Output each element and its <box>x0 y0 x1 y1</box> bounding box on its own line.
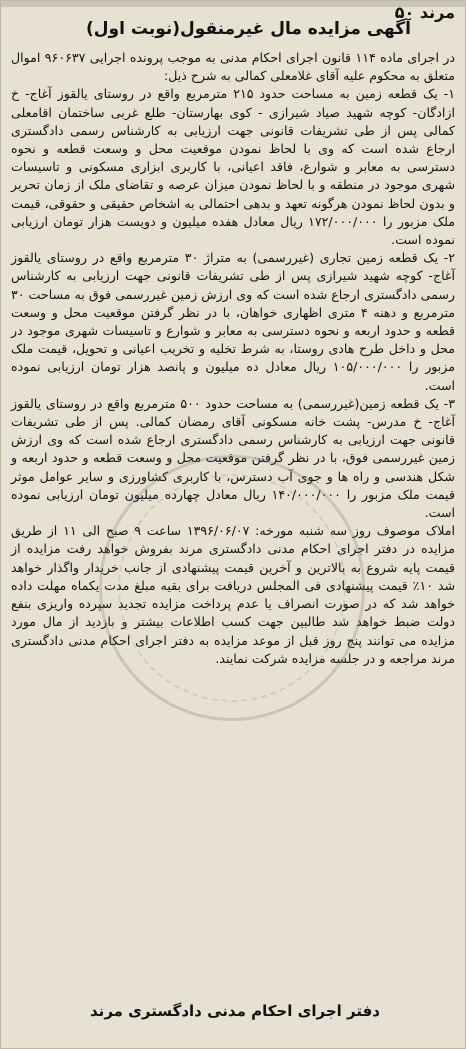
issuer-footer: دفتر اجرای احکام مدنی دادگستری مرند <box>90 1002 380 1020</box>
city-label: مرند ۵۰ <box>394 3 455 22</box>
paragraph-intro: در اجرای ماده ۱۱۴ قانون اجرای احکام مدنی به موجب پرونده اجرایی ۹۶۰۶۳۷ اموال متعلق به محکوم علیه آقای غلامعلی کمالی به شرح ذیل: <box>11 50 456 84</box>
notice-body <box>11 49 455 994</box>
notice-title: آگهی مزایده مال غیرمنقول(نوبت اول) <box>86 19 411 39</box>
paragraph-item-3: ۳- یک قطعه زمین(غیررسمی) به مساحت حدود ۵۰۰ مترمربع واقع در روستای یالقوز آغاج- خ مدرس- پشت خانه مسکونی آقای رمضان کمالی. پس از طی تشریفات قانونی جهت ارزیابی به کارشناس رسمی دادگستری ارجاع شده است که وی ارزش زمین غیررسمی فوق، با در نظر گرفتن موقعیت محل و وسعت قطعه و حدود اربعه و شکل هندسی و راه ها و جوی آب دسترس، با کاربری کشاورزی و سایر عوامل موثر قیمت ملک مزبور را ۱۴۰/۰۰۰/۰۰۰ ریال معادل چهارده میلیون تومان ارزیابی نموده است. <box>11 395 455 521</box>
paragraph-auction-details: املاک موصوف روز سه شنبه مورخه: ۱۳۹۶/۰۶/۰۷ ساعت ۹ صبح الی ۱۱ از طریق مزایده در دفتر اجرای احکام مدنی دادگستری مرند بفروش خواهد رفت مزایده از قیمت پایه شروع به بالاترین و آخرین قیمت پیشنهادی از جانب خریدار واگذار خواهد شد ۱۰٪ قیمت پیشنهادی فی المجلس دریافت برای بقیه مبلغ مدت یکماه مهلت داده خواهد شد که در صورت انصراف یا عدم پرداخت مزایده تجدید سپرده واریزی بنفع دولت ضبط خواهد شد طالبین جهت کسب اطلاعات بیشتر و بازدید از مال مورد مزایده می توانند پنج روز قبل از موعد مزایده به دفتر اجرای احکام مدنی دادگستری مرند مراجعه و در جلسه مزایده شرکت نمایند. <box>11 523 456 666</box>
notice-header <box>15 3 455 49</box>
paragraph-item-1: ۱- یک قطعه زمین به مساحت حدود ۲۱۵ مترمربع واقع در روستای یالقوز آغاج- خ ازادگان- کوچه شهید صیاد شیرازی - کوی بهارستان- طلع غربی ساختمان اقامعلی کمالی پس از طی تشریفات قانونی جهت ارزیابی به کارشناس رسمی دادگستری ارجاع شده است که وی با لحاظ نمودن موقعیت محل و وسعت قطعه و نحوه دسترسی به معابر و شوارع، فاقد اعیانی، با کاربری ابزاری مسکونی و تاسیسات شهری موجود در منطقه و با لحاظ نمودن میزان عرصه و تقاضای ملک از زمان تحریر و بدون لحاظ نمودن هرگونه تعهد و بدهی احتمالی به اشخاص حقیقی و حقوقی، قیمت ملک مزبور را ۱۷۲/۰۰۰/۰۰۰ ریال معادل هفده میلیون و دویست هزار تومان ارزیابی نموده است. <box>11 86 455 248</box>
paragraph-item-2: ۲- یک قطعه زمین تجاری (غیررسمی) به متراژ ۳۰ مترمربع واقع در روستای یالقوز آغاج- کوچه شهید شیرازی پس از طی تشریفات قانونی جهت ارزیابی به کارشناس رسمی دادگستری ارجاع شده است که وی ارزش زمین غیررسمی فوق به مساحت ۳۰ مترمربع و دهنه ۴ متری اظهاری خواهان، با در نظر گرفتن موقعیت محل و وسعت قطعه و حدود اربعه و نحوه دسترسی به معابر و شوارع و تاسیسات شهری موجود در محل و داخل طرح هادی روستا، به شرط تخلیه و تخریب اعیانی و تحویل، قیمت ملک مزبور را ۱۰۵/۰۰۰/۰۰۰ ریال معادل ده میلیون و پانصد هزار تومان ارزیابی نموده است. <box>11 250 456 393</box>
